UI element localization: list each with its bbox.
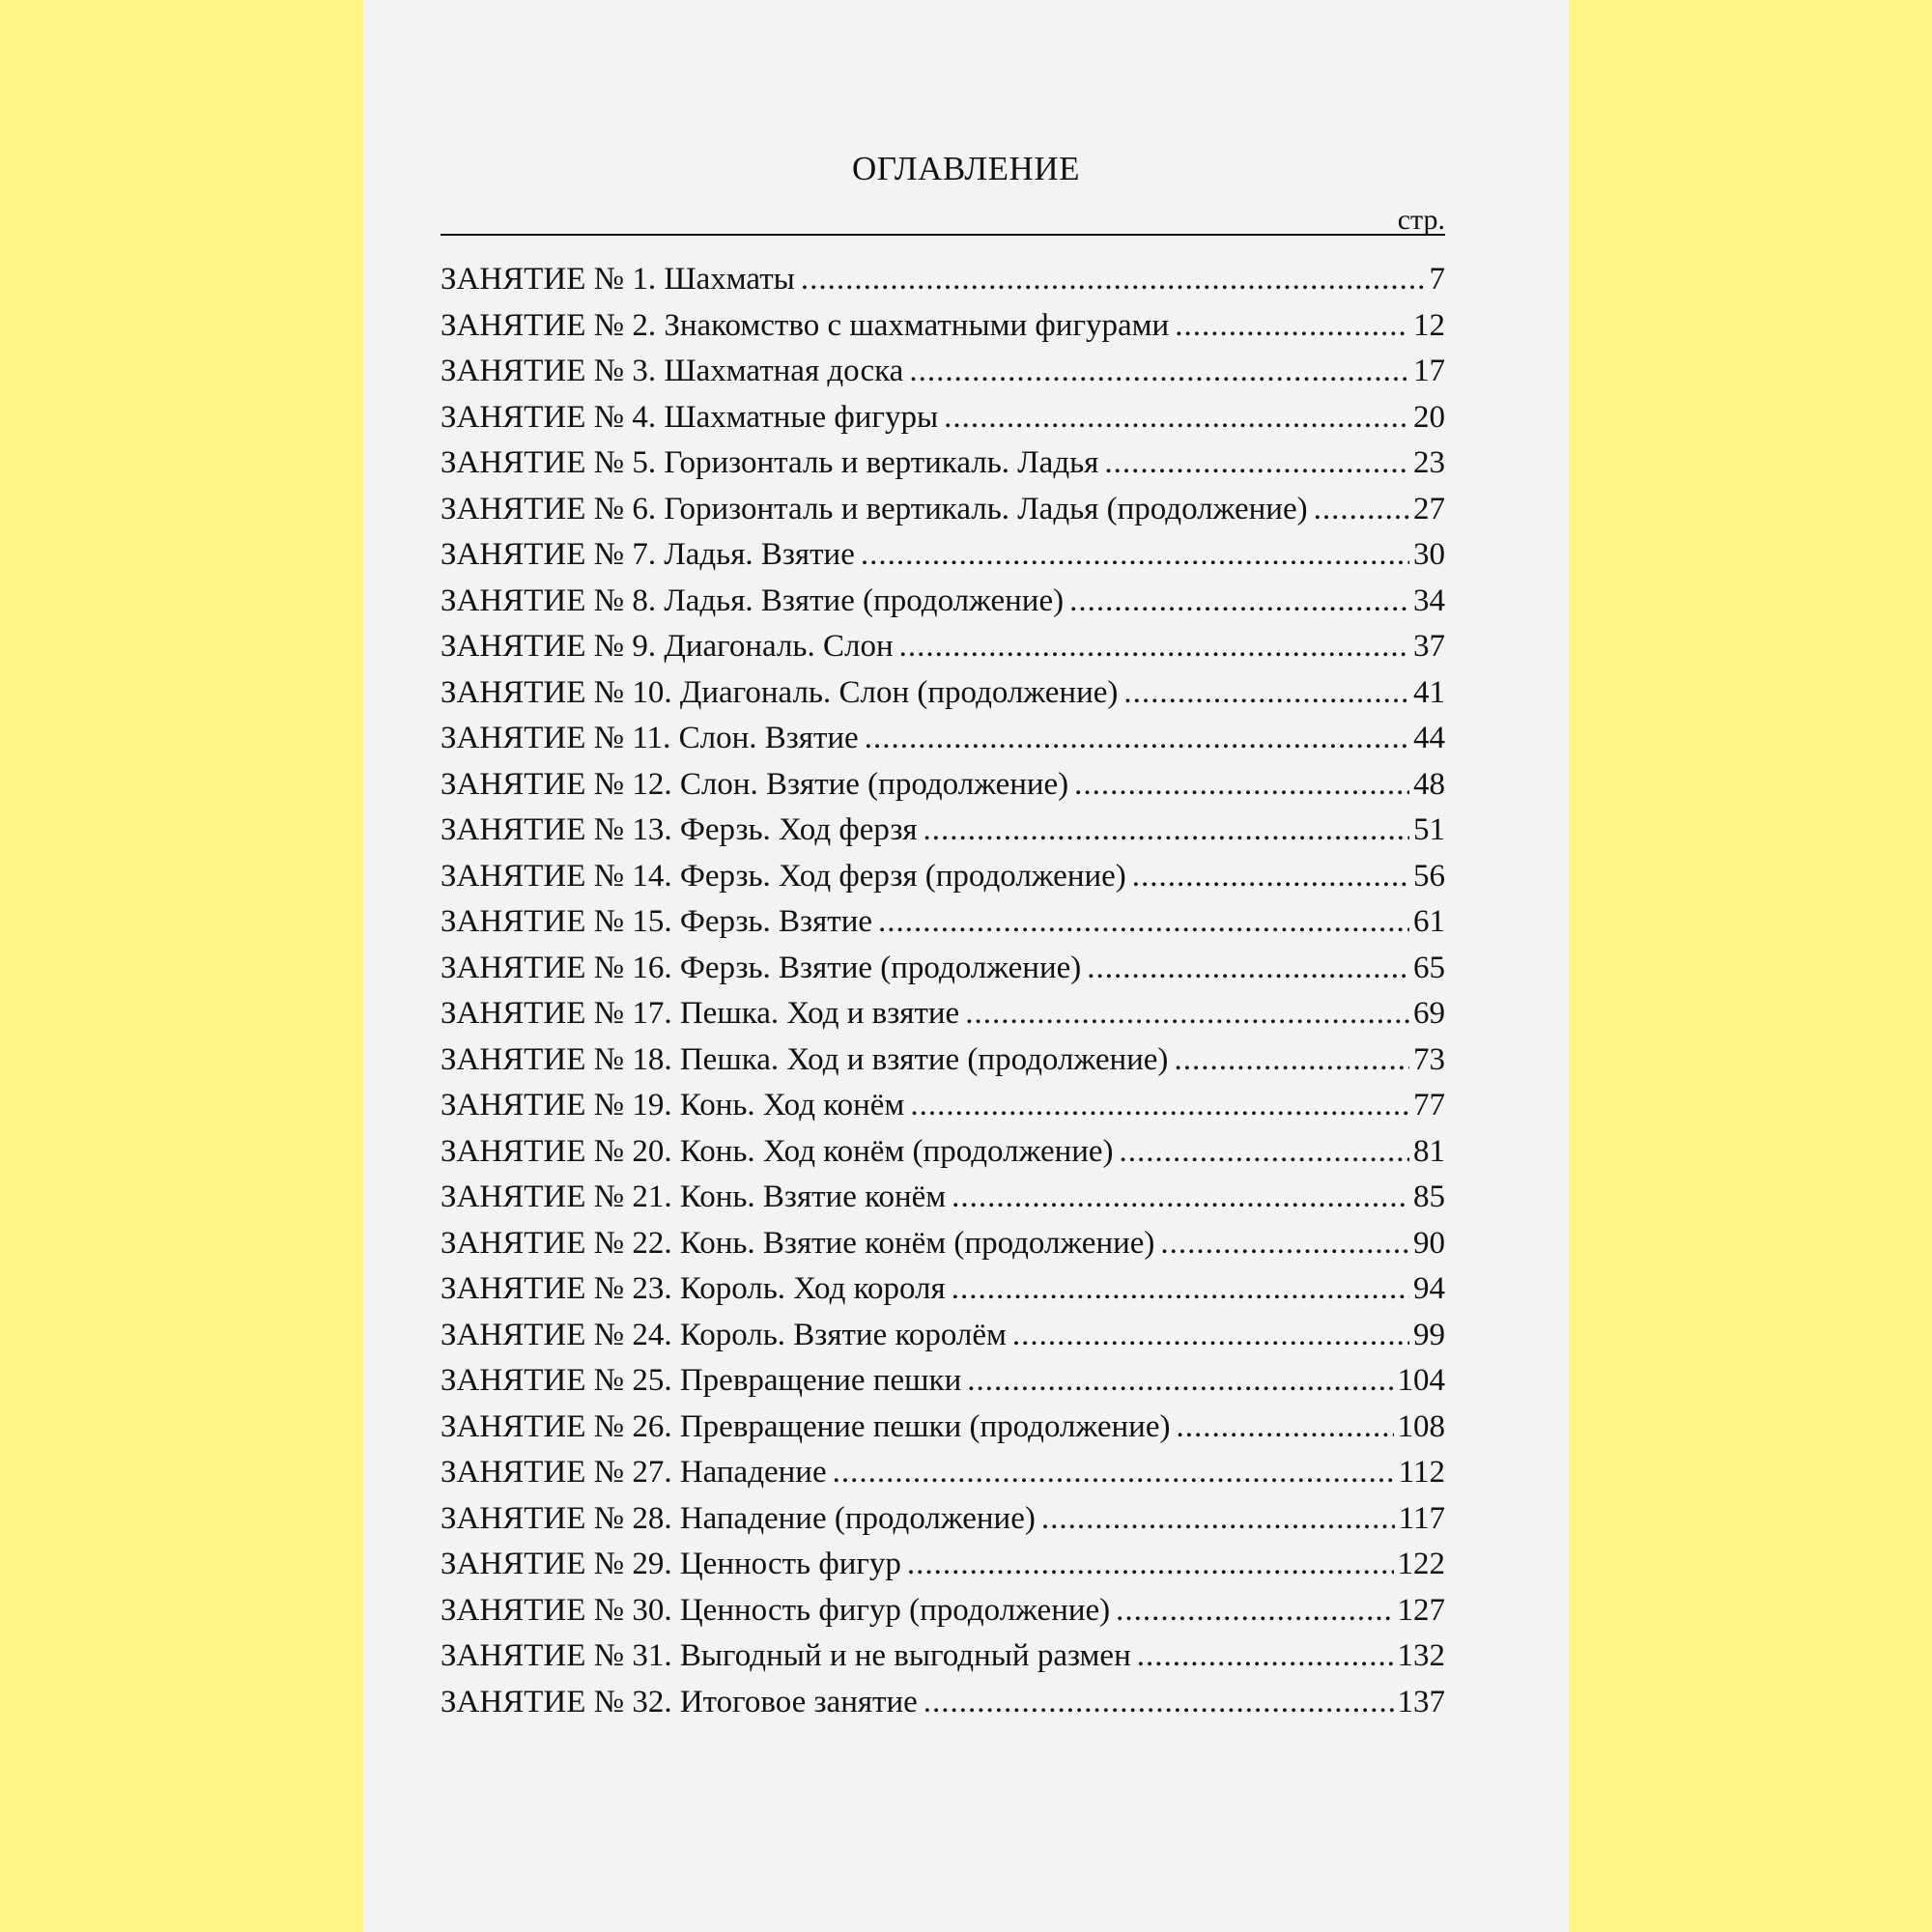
- toc-entry-page-number: 69: [1413, 996, 1445, 1031]
- toc-entry-title: ЗАНЯТИЕ № 13. Ферзь. Ход ферзя: [440, 812, 918, 847]
- dot-leader: [907, 1547, 1394, 1582]
- toc-entry: [440, 767, 1445, 813]
- toc-entry-page-number: 27: [1413, 491, 1445, 526]
- toc-entry-page-number: 23: [1413, 445, 1445, 480]
- toc-entry-page-number: 117: [1398, 1500, 1445, 1536]
- toc-entry-title: ЗАНЯТИЕ № 31. Выгодный и не выгодный размен: [440, 1638, 1131, 1673]
- dot-leader: [1132, 859, 1409, 895]
- toc-entry: [440, 951, 1445, 997]
- toc-entry: [440, 262, 1445, 308]
- dot-leader: [1175, 308, 1409, 344]
- toc-entry-page-number: 104: [1397, 1363, 1445, 1398]
- toc-entry-title: ЗАНЯТИЕ № 25. Превращение пешки: [440, 1363, 962, 1398]
- toc-entry-page-number: 99: [1413, 1317, 1445, 1352]
- toc-entry-title: ЗАНЯТИЕ № 23. Король. Ход короля: [440, 1271, 946, 1306]
- toc-entry: [440, 400, 1445, 446]
- toc-entry-title: ЗАНЯТИЕ № 10. Диагональ. Слон (продолжение): [440, 674, 1119, 710]
- dot-leader: [923, 812, 1409, 848]
- toc-entry-page-number: 132: [1397, 1638, 1445, 1673]
- toc-entry: [440, 492, 1445, 538]
- toc-entry-page-number: 41: [1413, 674, 1445, 710]
- toc-entry-page-number: 44: [1413, 721, 1445, 755]
- toc-entry-title: ЗАНЯТИЕ № 30. Ценность фигур (продолжение): [440, 1592, 1111, 1628]
- toc-entry-title: ЗАНЯТИЕ № 20. Конь. Ход конём (продолжение): [440, 1133, 1114, 1169]
- toc-header-rule: [440, 205, 1445, 236]
- toc-entry-title: ЗАНЯТИЕ № 18. Пешка. Ход и взятие (продолжение): [440, 1041, 1169, 1077]
- dot-leader: [1074, 767, 1409, 803]
- toc-entry-page-number: 37: [1413, 629, 1445, 664]
- toc-entry-page-number: 61: [1413, 904, 1445, 939]
- toc-entry-title: ЗАНЯТИЕ № 19. Конь. Ход конём: [440, 1088, 905, 1122]
- toc-entry-title: ЗАНЯТИЕ № 32. Итоговое занятие: [440, 1684, 918, 1719]
- toc-entry: [440, 629, 1445, 675]
- toc-entry-title: ЗАНЯТИЕ № 14. Ферзь. Ход ферзя (продолжение): [440, 858, 1126, 894]
- toc-entry: [440, 721, 1445, 767]
- toc-entry: [440, 1134, 1445, 1180]
- dot-leader: [1174, 1042, 1409, 1078]
- dot-leader: [1137, 1638, 1394, 1674]
- document-page: [363, 0, 1569, 1932]
- toc-entry: [440, 859, 1445, 905]
- dot-leader: [1069, 583, 1409, 619]
- toc-entry-page-number: 112: [1398, 1455, 1445, 1490]
- toc-entry: [440, 1088, 1445, 1134]
- table-of-contents: [440, 262, 1445, 1730]
- dot-leader: [833, 1455, 1395, 1491]
- toc-entry-page-number: 122: [1397, 1547, 1445, 1581]
- toc-entry-title: ЗАНЯТИЕ № 16. Ферзь. Взятие (продолжение): [440, 950, 1082, 985]
- toc-entry-page-number: 17: [1413, 354, 1445, 388]
- toc-entry: [440, 1593, 1445, 1639]
- toc-entry-page-number: 77: [1413, 1088, 1445, 1122]
- toc-entry-title: ЗАНЯТИЕ № 17. Пешка. Ход и взятие: [440, 996, 960, 1031]
- toc-entry-title: ЗАНЯТИЕ № 4. Шахматные фигуры: [440, 399, 939, 435]
- dot-leader: [965, 996, 1409, 1032]
- toc-entry: [440, 1271, 1445, 1318]
- dot-leader: [910, 1088, 1409, 1123]
- toc-entry-page-number: 56: [1413, 858, 1445, 894]
- toc-entry-title: ЗАНЯТИЕ № 6. Горизонталь и вертикаль. Ладья (продолжение): [440, 491, 1308, 526]
- toc-entry: [440, 812, 1445, 859]
- toc-entry: [440, 1409, 1445, 1456]
- dot-leader: [1123, 675, 1409, 711]
- toc-entry-title: ЗАНЯТИЕ № 21. Конь. Взятие конём: [440, 1179, 947, 1214]
- dot-leader: [944, 400, 1409, 436]
- toc-entry-page-number: 90: [1413, 1225, 1445, 1261]
- toc-entry-page-number: 48: [1413, 766, 1445, 802]
- toc-entry-page-number: 12: [1413, 307, 1445, 343]
- toc-entry: [440, 1547, 1445, 1593]
- toc-entry-title: ЗАНЯТИЕ № 24. Король. Взятие королём: [440, 1317, 1007, 1352]
- toc-entry: [440, 537, 1445, 583]
- toc-entry-page-number: 30: [1413, 537, 1445, 572]
- dot-leader: [878, 904, 1409, 940]
- toc-entry-title: ЗАНЯТИЕ № 5. Горизонталь и вертикаль. Ладья: [440, 445, 1099, 480]
- toc-entry-title: ЗАНЯТИЕ № 26. Превращение пешки (продолжение): [440, 1408, 1171, 1444]
- toc-entry-title: ЗАНЯТИЕ № 28. Нападение (продолжение): [440, 1500, 1036, 1536]
- dot-leader: [1012, 1318, 1409, 1353]
- toc-entry: [440, 354, 1445, 400]
- dot-leader: [1116, 1593, 1393, 1629]
- page-title: ОГЛАВЛЕНИЕ: [852, 150, 1080, 187]
- toc-entry-page-number: 94: [1413, 1271, 1445, 1306]
- toc-entry: [440, 445, 1445, 492]
- toc-entry-title: ЗАНЯТИЕ № 22. Конь. Взятие конём (продолжение): [440, 1225, 1155, 1261]
- toc-entry-page-number: 51: [1413, 812, 1445, 847]
- toc-entry-title: ЗАНЯТИЕ № 2. Знакомство с шахматными фигурами: [440, 307, 1170, 343]
- toc-entry: [440, 1226, 1445, 1272]
- toc-entry-page-number: 108: [1397, 1408, 1445, 1444]
- dot-leader: [1087, 951, 1409, 986]
- toc-entry-page-number: 81: [1413, 1133, 1445, 1169]
- toc-entry: [440, 1685, 1445, 1731]
- dot-leader: [952, 1271, 1409, 1307]
- toc-entry-page-number: 137: [1397, 1684, 1445, 1719]
- toc-entry-page-number: 85: [1413, 1179, 1445, 1214]
- page-column-label: стр.: [1397, 204, 1445, 236]
- toc-entry: [440, 1042, 1445, 1089]
- dot-leader: [1104, 445, 1409, 481]
- dot-leader: [801, 262, 1426, 298]
- dot-leader: [952, 1179, 1409, 1215]
- toc-entry-page-number: 20: [1413, 399, 1445, 435]
- toc-entry-title: ЗАНЯТИЕ № 11. Слон. Взятие: [440, 721, 859, 755]
- toc-entry: [440, 675, 1445, 722]
- toc-entry-page-number: 7: [1429, 262, 1445, 297]
- toc-entry-page-number: 127: [1397, 1592, 1445, 1628]
- toc-entry-title: ЗАНЯТИЕ № 12. Слон. Взятие (продолжение): [440, 766, 1069, 802]
- toc-entry: [440, 308, 1445, 355]
- toc-entry-title: ЗАНЯТИЕ № 1. Шахматы: [440, 262, 795, 297]
- dot-leader: [1041, 1501, 1395, 1537]
- toc-entry-title: ЗАНЯТИЕ № 29. Ценность фигур: [440, 1547, 901, 1581]
- toc-entry-title: ЗАНЯТИЕ № 15. Ферзь. Взятие: [440, 904, 872, 939]
- toc-entry: [440, 1363, 1445, 1409]
- toc-entry-title: ЗАНЯТИЕ № 9. Диагональ. Слон: [440, 629, 894, 664]
- toc-entry: [440, 1638, 1445, 1685]
- toc-entry-title: ЗАНЯТИЕ № 3. Шахматная доска: [440, 354, 904, 388]
- dot-leader: [967, 1363, 1393, 1399]
- dot-leader: [1120, 1134, 1409, 1170]
- toc-entry: [440, 1318, 1445, 1364]
- dot-leader: [861, 537, 1409, 573]
- toc-entry: [440, 1179, 1445, 1226]
- dot-leader: [865, 721, 1409, 756]
- toc-entry-page-number: 65: [1413, 950, 1445, 985]
- toc-entry: [440, 583, 1445, 630]
- dot-leader: [909, 354, 1409, 389]
- toc-entry: [440, 1501, 1445, 1548]
- toc-entry: [440, 904, 1445, 951]
- toc-entry-title: ЗАНЯТИЕ № 27. Нападение: [440, 1455, 827, 1490]
- toc-entry-title: ЗАНЯТИЕ № 7. Ладья. Взятие: [440, 537, 855, 572]
- toc-entry: [440, 996, 1445, 1042]
- dot-leader: [899, 629, 1409, 665]
- toc-entry-page-number: 34: [1413, 582, 1445, 618]
- toc-entry: [440, 1455, 1445, 1501]
- dot-leader: [923, 1685, 1394, 1720]
- toc-entry-title: ЗАНЯТИЕ № 8. Ладья. Взятие (продолжение): [440, 582, 1065, 618]
- dot-leader: [1176, 1409, 1393, 1445]
- toc-entry-page-number: 73: [1413, 1041, 1445, 1077]
- dot-leader: [1314, 492, 1409, 527]
- dot-leader: [1160, 1226, 1409, 1262]
